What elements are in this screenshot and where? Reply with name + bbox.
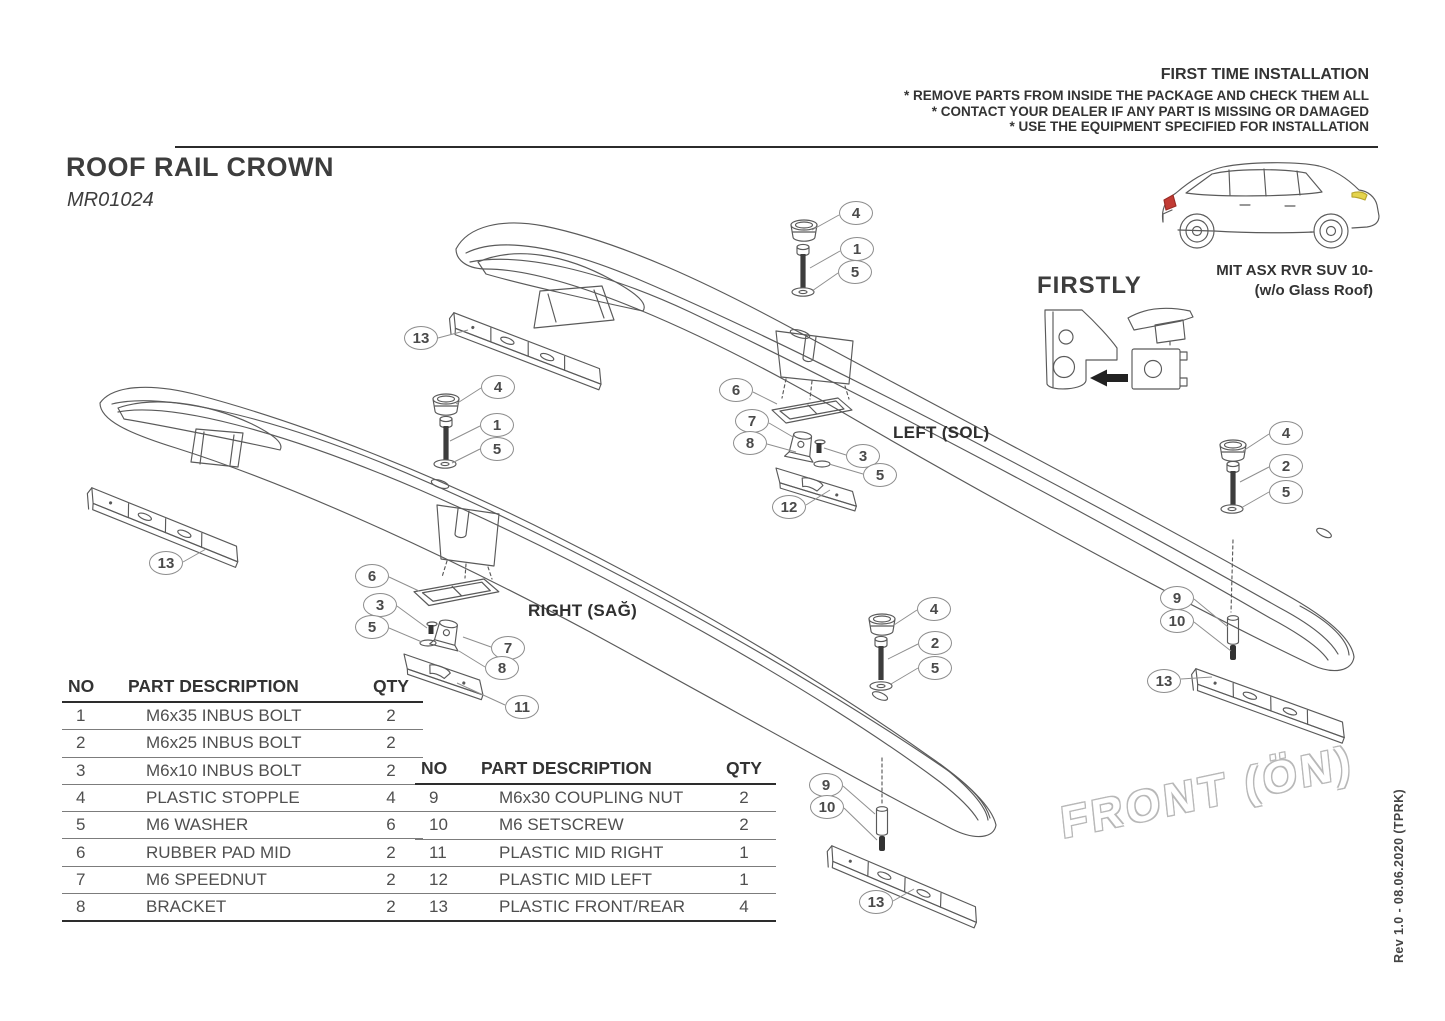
firstly-detail <box>1045 308 1193 389</box>
table-row <box>62 785 423 812</box>
vehicle-caption-line1: MIT ASX RVR SUV 10- <box>1216 262 1373 279</box>
callout-bubble-1: 1 <box>480 413 514 437</box>
callout-bubble-4: 4 <box>839 201 873 225</box>
part-no: 2 <box>76 733 86 753</box>
part-qty: 2 <box>739 815 749 835</box>
callout-bubble-4: 4 <box>1269 421 1303 445</box>
part-qty: 2 <box>386 733 396 753</box>
callout-bubble-5: 5 <box>355 615 389 639</box>
part-qty: 6 <box>386 815 396 835</box>
part-description: M6 SETSCREW <box>499 815 624 835</box>
part-description: PLASTIC MID RIGHT <box>499 842 664 862</box>
part-no: 9 <box>429 788 439 808</box>
callout-bubble-13: 13 <box>1147 669 1181 693</box>
col-header-description: PART DESCRIPTION <box>128 676 299 696</box>
part-description: PLASTIC MID LEFT <box>499 870 653 890</box>
callout-bubble-13: 13 <box>859 890 893 914</box>
callout-bubble-10: 10 <box>1160 609 1194 633</box>
callout-bubble-3: 3 <box>846 444 880 468</box>
parts-table-1 <box>62 676 423 922</box>
part-no: 8 <box>76 897 86 917</box>
callout-bubble-11: 11 <box>505 695 539 719</box>
part-qty: 2 <box>386 869 396 889</box>
callout-bubble-4: 4 <box>917 597 951 621</box>
part-description: M6x35 INBUS BOLT <box>146 706 302 726</box>
part-description: M6x25 INBUS BOLT <box>146 733 302 753</box>
installation-title: FIRST TIME INSTALLATION <box>1160 66 1369 83</box>
callout-bubble-4: 4 <box>481 375 515 399</box>
callout-bubble-1: 1 <box>840 237 874 261</box>
vehicle-caption-line2: (w/o Glass Roof) <box>1254 282 1373 299</box>
callout-bubble-5: 5 <box>838 260 872 284</box>
callout-bubble-6: 6 <box>355 564 389 588</box>
part-qty: 2 <box>386 706 396 726</box>
col-header-no: NO <box>68 676 95 696</box>
table-row <box>62 894 423 922</box>
callout-bubble-3: 3 <box>363 593 397 617</box>
front-direction-watermark: FRONT (ÖN) <box>1058 736 1357 849</box>
callout-bubble-12: 12 <box>772 495 806 519</box>
callout-bubble-8: 8 <box>485 656 519 680</box>
callout-bubble-7: 7 <box>491 636 525 660</box>
table-row <box>62 812 423 839</box>
header-divider <box>175 146 1378 148</box>
model-code: MR01024 <box>67 189 154 211</box>
part-description: M6 WASHER <box>146 815 249 835</box>
part-qty: 4 <box>386 788 396 808</box>
part-description: BRACKET <box>146 897 227 917</box>
part-qty: 2 <box>739 788 749 808</box>
callout-bubble-13: 13 <box>149 551 183 575</box>
callout-bubble-5: 5 <box>918 656 952 680</box>
part-no: 13 <box>429 897 448 917</box>
installation-note: * REMOVE PARTS FROM INSIDE THE PACKAGE AND CHECK THEM ALL <box>903 88 1369 103</box>
part-description: M6 SPEEDNUT <box>146 869 267 889</box>
table-row <box>415 894 776 922</box>
callout-bubble-13: 13 <box>404 326 438 350</box>
part-no: 1 <box>76 706 86 726</box>
callout-bubble-8: 8 <box>733 431 767 455</box>
part-qty: 2 <box>386 897 396 917</box>
parts-table-1-body <box>62 703 423 922</box>
part-description: M6x10 INBUS BOLT <box>146 760 302 780</box>
vehicle-caption <box>1216 261 1373 301</box>
col-header-description: PART DESCRIPTION <box>481 758 652 778</box>
table-row <box>62 867 423 894</box>
part-no: 12 <box>429 870 448 890</box>
table-row <box>415 812 776 839</box>
revision-text: Rev 1.0 - 08.06.2020 (TPRK) <box>1392 788 1406 963</box>
callout-bubble-5: 5 <box>480 437 514 461</box>
part-no: 3 <box>76 760 86 780</box>
parts-table-2 <box>415 758 776 922</box>
part-no: 11 <box>429 842 447 862</box>
part-qty: 1 <box>739 842 749 862</box>
callout-bubble-9: 9 <box>1160 586 1194 610</box>
callout-bubble-2: 2 <box>1269 454 1303 478</box>
parts-table-1-header <box>62 676 423 703</box>
part-description: M6x30 COUPLING NUT <box>499 788 684 808</box>
callout-bubble-5: 5 <box>1269 480 1303 504</box>
part-no: 10 <box>429 815 448 835</box>
table-row <box>62 730 423 757</box>
callout-bubble-9: 9 <box>809 773 843 797</box>
part-no: 4 <box>76 788 86 808</box>
first-time-installation-block <box>904 66 1369 135</box>
left-rail-hardware <box>444 220 1349 744</box>
table-row <box>415 840 776 867</box>
page-title: ROOF RAIL CROWN <box>66 152 334 182</box>
part-qty: 4 <box>739 897 749 917</box>
parts-table-2-body <box>415 785 776 922</box>
vehicle-illustration <box>1163 163 1379 248</box>
part-qty: 2 <box>386 760 396 780</box>
left-rail-label: LEFT (SOL) <box>893 423 990 442</box>
table-row <box>62 839 423 866</box>
callout-bubble-7: 7 <box>735 409 769 433</box>
col-header-no: NO <box>421 758 448 778</box>
callout-bubble-10: 10 <box>810 795 844 819</box>
callout-bubble-5: 5 <box>863 463 897 487</box>
part-no: 5 <box>76 815 86 835</box>
table-row <box>415 785 776 812</box>
installation-note: * CONTACT YOUR DEALER IF ANY PART IS MISSING OR DAMAGED <box>931 103 1369 119</box>
col-header-qty: QTY <box>373 676 409 696</box>
table-row <box>62 758 423 785</box>
table-row <box>62 703 423 730</box>
part-no: 7 <box>76 869 86 889</box>
parts-table-2-header <box>415 758 776 785</box>
callout-bubble-2: 2 <box>918 631 952 655</box>
part-qty: 2 <box>386 842 396 862</box>
firstly-label: FIRSTLY <box>1037 272 1142 299</box>
part-qty: 1 <box>739 870 749 890</box>
table-row <box>415 867 776 894</box>
col-header-qty: QTY <box>726 758 762 778</box>
part-description: PLASTIC FRONT/REAR <box>499 897 686 917</box>
callout-bubble-6: 6 <box>719 378 753 402</box>
part-no: 6 <box>76 842 86 862</box>
part-description: RUBBER PAD MID <box>146 842 292 862</box>
installation-note: * USE THE EQUIPMENT SPECIFIED FOR INSTALLATION <box>1009 119 1369 134</box>
part-description: PLASTIC STOPPLE <box>146 788 300 808</box>
right-rail-label: RIGHT (SAĞ) <box>528 601 638 620</box>
